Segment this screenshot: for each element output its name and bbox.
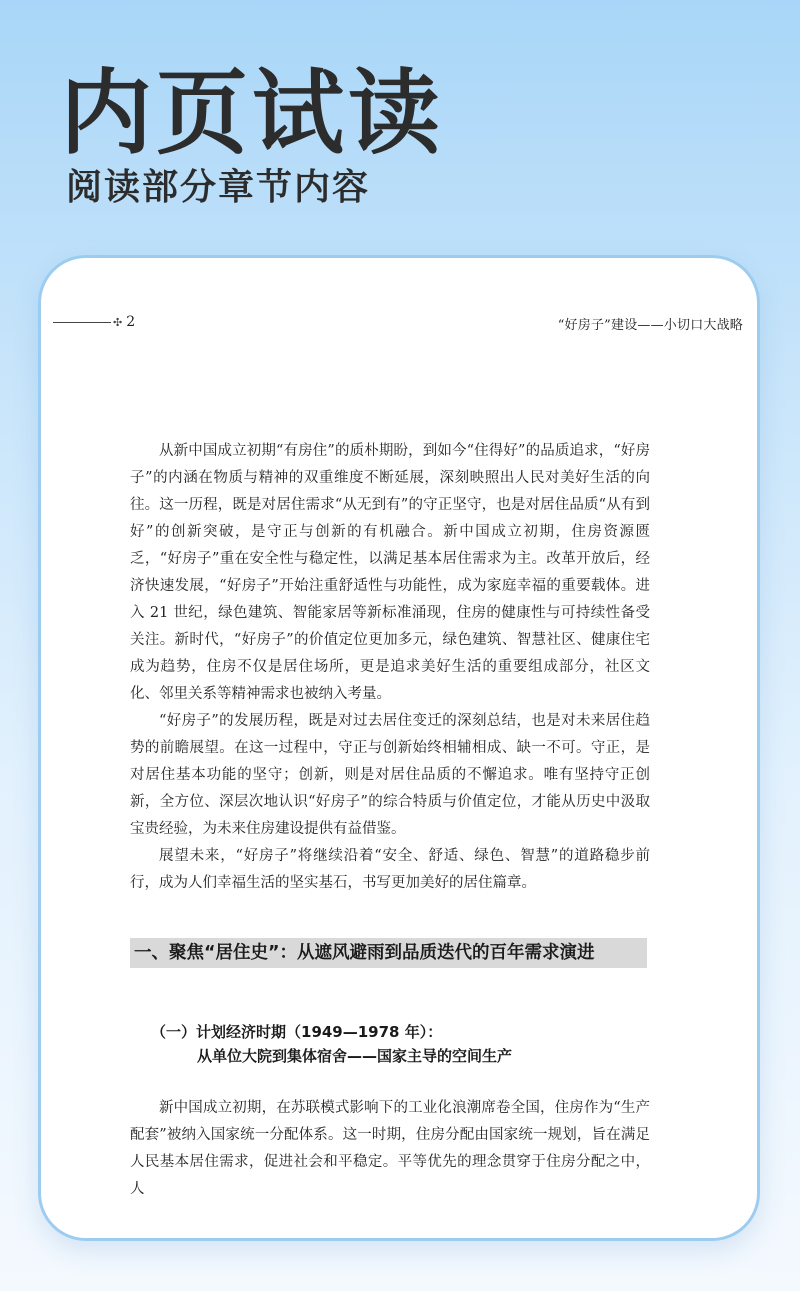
running-header xyxy=(53,314,745,334)
body-text xyxy=(130,1095,650,1203)
paragraph: 新中国成立初期，在苏联模式影响下的工业化浪潮席卷全国，住房作为“生产配套”被纳入国家统一分配体系。这一时期，住房分配由国家统一规划，旨在满足人民基本居住需求，促进社会和平稳定。平等优先的理念贯穿于住房分配之中，人 xyxy=(130,1100,650,1197)
book-page-card xyxy=(38,255,760,1241)
hero-subtitle: 阅读部分章节内容 xyxy=(66,167,371,208)
hero-title: 内页试读 xyxy=(60,60,445,167)
header-rule xyxy=(53,322,111,323)
running-title: “好房子”建设——小切口大战略 xyxy=(557,318,743,333)
page-number-block xyxy=(53,314,135,330)
paragraph: “好房子”的发展历程，既是对过去居住变迁的深刻总结，也是对未来居住趋势的前瞻展望。在这一过程中，守正与创新始终相辅相成、缺一不可。守正，是对居住基本功能的坚守；创新，则是对居住品质的不懈追求。唯有坚持守正创新，全方位、深层次地认识“好房子”的综合特质与价值定位，才能从历史中汲取宝贵经验，为未来住房建设提供有益借鉴。 xyxy=(130,713,650,837)
paragraph: 从新中国成立初期“有房住”的质朴期盼，到如今“住得好”的品质追求，“好房子”的内涵在物质与精神的双重维度不断延展，深刻映照出人民对美好生活的向往。这一历程，既是对居住需求“从无到有”的守正坚守，也是对居住品质“从有到好”的创新突破，是守正与创新的有机融合。新中国成立初期，住房资源匮乏，“好房子”重在安全性与稳定性，以满足基本居住需求为主。改革开放后，经济快速发展，“好房子”开始注重舒适性与功能性，成为家庭幸福的重要载体。进入 21 世纪，绿色建筑、智能家居等新标准涌现，住房的健康性与可持续性备受关注。新时代，“好房子”的价值定位更加多元，绿色建筑、智慧社区、健康住宅成为趋势，住房不仅是居住场所，更是追求美好生活的重要组成部分，社区文化、邻里关系等精神需求也被纳入考量。 xyxy=(130,443,650,702)
section-heading: 一、聚焦“居住史”：从遮风避雨到品质迭代的百年需求演进 xyxy=(130,938,647,968)
paragraph: 展望未来，“好房子”将继续沿着“安全、舒适、绿色、智慧”的道路稳步前行，成为人们幸福生活的坚实基石，书写更加美好的居住篇章。 xyxy=(130,848,650,891)
intro-text xyxy=(130,438,650,897)
subsection-heading-line2: 从单位大院到集体宿舍——国家主导的空间生产 xyxy=(197,1047,513,1065)
ornament-icon: ✣ xyxy=(113,315,123,329)
page-number: 2 xyxy=(126,314,136,330)
subsection-heading-line1: （一）计划经济时期（1949—1978 年）： xyxy=(151,1023,443,1041)
